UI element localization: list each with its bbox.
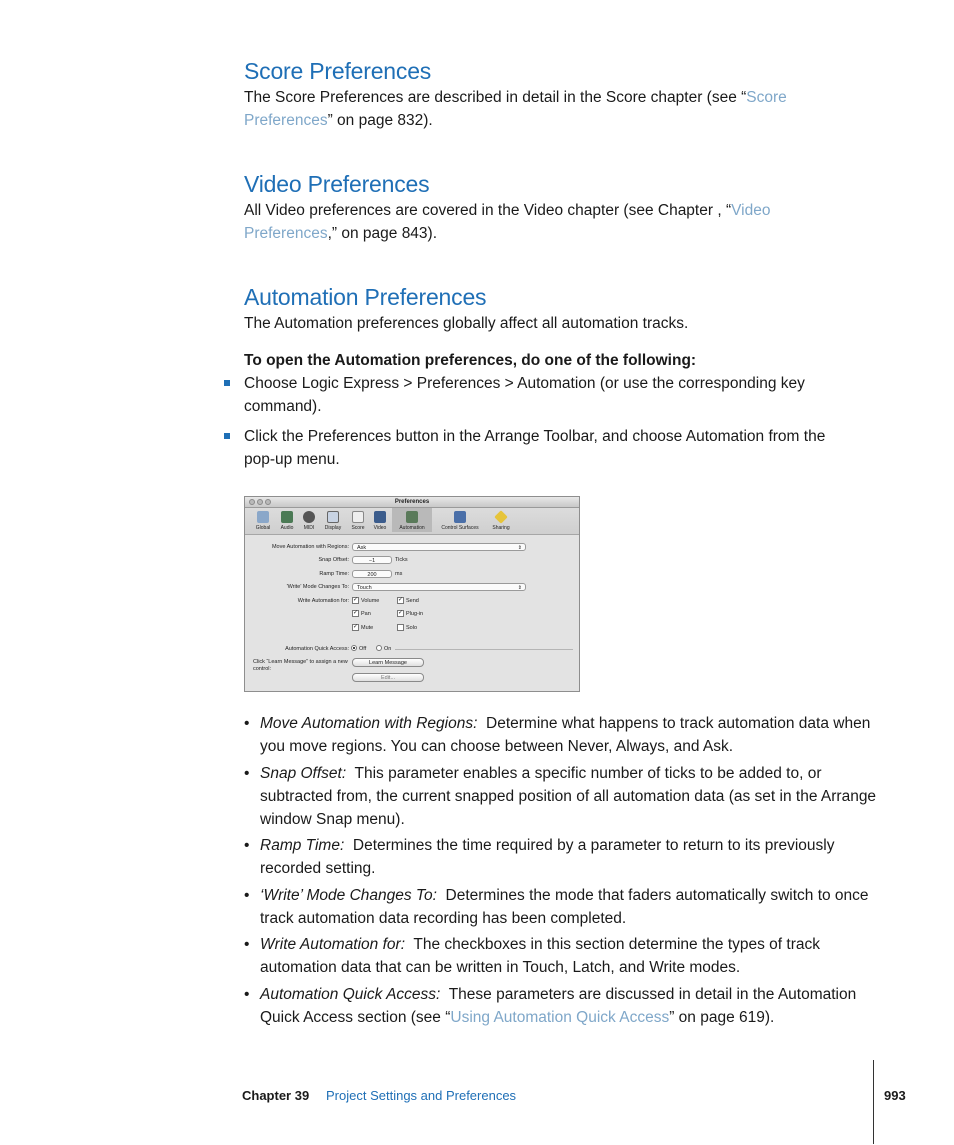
- description-item: • Move Automation with Regions: Determine what happens to track automation data when you move regions. You can choose between Never, Always, and Ask.: [244, 715, 871, 755]
- score-preferences-text: The Score Preferences are described in detail in the Score chapter (see “Score Preferences” on page 832).: [244, 89, 787, 129]
- bullet-item: Choose Logic Express > Preferences > Automation (or use the corresponding key command).: [244, 375, 805, 415]
- score-preferences-link[interactable]: Score Preferences: [244, 89, 787, 129]
- solo-label: Solo: [406, 625, 418, 631]
- ramp-time-field[interactable]: 200: [352, 570, 392, 578]
- snap-offset-label: Snap Offset:: [318, 557, 349, 563]
- description-item: • Snap Offset: This parameter enables a specific number of ticks to be added to, or subtracted from, the current snapped position of all automation data (as set in the Arrange window Snap menu).: [244, 765, 877, 828]
- score-icon: [352, 511, 364, 523]
- bullet-marker: [224, 380, 230, 386]
- ramp-time-unit: ms: [395, 571, 403, 577]
- move-automation-popup[interactable]: Ask ⇕: [352, 543, 526, 551]
- tab-display[interactable]: Display: [320, 510, 346, 531]
- zoom-button-icon[interactable]: [265, 499, 271, 505]
- volume-checkbox[interactable]: ✓: [353, 597, 359, 603]
- heading-video-preferences: Video Preferences: [244, 171, 430, 197]
- volume-label: Volume: [361, 598, 380, 604]
- window-titlebar: [245, 497, 579, 508]
- preferences-window-screenshot: [244, 496, 580, 692]
- video-preferences-link[interactable]: Video Preferences: [244, 202, 771, 242]
- pan-checkbox[interactable]: ✓: [353, 610, 359, 616]
- popup-arrows-icon: ⇕: [517, 545, 522, 551]
- audio-icon: [281, 511, 293, 523]
- write-mode-label: 'Write' Mode Changes To:: [286, 584, 349, 590]
- automation-icon: [406, 511, 418, 523]
- task-heading: To open the Automation preferences, do one of the following:: [244, 352, 697, 369]
- description-item: • Ramp Time: Determines the time required by a parameter to return to its previously recorded setting.: [244, 837, 835, 877]
- tab-midi[interactable]: MIDI: [299, 510, 319, 531]
- heading-score-preferences: Score Preferences: [244, 58, 432, 84]
- snap-offset-unit: Ticks: [395, 557, 408, 563]
- control-surfaces-icon: [454, 511, 466, 523]
- close-button-icon[interactable]: [249, 499, 255, 505]
- description-item: • Automation Quick Access: These parameters are discussed in detail in the Automation Quick Access section (see “Using Automation Quick Access” on page 619).: [244, 986, 857, 1026]
- ramp-time-label: Ramp Time:: [319, 571, 349, 577]
- off-label: Off: [359, 646, 367, 652]
- preferences-toolbar: [245, 508, 579, 535]
- bullet-item: Click the Preferences button in the Arrange Toolbar, and choose Automation from the pop-up menu.: [244, 428, 826, 468]
- tab-sharing[interactable]: Sharing: [488, 510, 514, 531]
- footer-divider: [873, 1060, 874, 1144]
- window-title: Preferences: [394, 499, 430, 505]
- learn-message-hint: Click “Learn Message” to assign a new control:: [253, 659, 348, 672]
- footer-chapter: Chapter 39: [242, 1088, 310, 1103]
- automation-quick-access-link[interactable]: Using Automation Quick Access: [450, 1009, 670, 1026]
- video-icon: [374, 511, 386, 523]
- edit-button[interactable]: Edit...: [352, 673, 424, 682]
- send-checkbox[interactable]: ✓: [398, 597, 404, 603]
- automation-intro: The Automation preferences globally affect all automation tracks.: [244, 315, 689, 332]
- global-icon: [257, 511, 269, 523]
- tab-automation[interactable]: Automation: [392, 508, 432, 532]
- display-icon: [327, 511, 339, 523]
- mute-label: Mute: [361, 625, 374, 631]
- learn-message-button[interactable]: Learn Message: [352, 658, 424, 667]
- quick-access-label: Automation Quick Access:: [285, 646, 349, 652]
- plug-in-checkbox[interactable]: ✓: [398, 610, 404, 616]
- tab-video[interactable]: Video: [370, 510, 390, 531]
- solo-checkbox[interactable]: [397, 624, 404, 631]
- bullet-marker: [224, 433, 230, 439]
- on-label: On: [384, 646, 392, 652]
- send-label: Send: [406, 598, 419, 604]
- write-automation-for-label: Write Automation for:: [297, 598, 349, 604]
- mute-checkbox[interactable]: ✓: [353, 624, 359, 630]
- quick-access-off-radio[interactable]: [351, 645, 357, 651]
- write-mode-popup[interactable]: Touch ⇕: [352, 583, 526, 591]
- tab-audio[interactable]: Audio: [277, 510, 297, 531]
- snap-offset-field[interactable]: −1: [352, 556, 392, 564]
- description-item: • ‘Write’ Mode Changes To: Determines the mode that faders automatically switch to once track automation data recording has been completed.: [244, 887, 869, 927]
- footer-chapter-title[interactable]: Project Settings and Preferences: [326, 1088, 517, 1103]
- heading-automation-preferences: Automation Preferences: [244, 284, 487, 310]
- description-item: • Write Automation for: The checkboxes in this section determine the types of track automation data that can be written in Touch, Latch, and Write modes.: [244, 936, 821, 976]
- tab-global[interactable]: Global: [251, 510, 275, 531]
- pan-label: Pan: [361, 611, 371, 617]
- separator-line: [395, 649, 573, 650]
- video-preferences-text: All Video preferences are covered in the Video chapter (see Chapter , “Video Preferences,” on page 843).: [244, 202, 771, 242]
- tab-control-surfaces[interactable]: Control Surfaces: [434, 510, 486, 531]
- popup-arrows-icon: ⇕: [517, 585, 522, 591]
- move-automation-label: Move Automation with Regions:: [271, 544, 349, 550]
- minimize-button-icon[interactable]: [257, 499, 263, 505]
- page-number: 993: [884, 1088, 906, 1103]
- sharing-icon: [494, 510, 508, 524]
- midi-icon: [303, 511, 315, 523]
- quick-access-on-radio[interactable]: [376, 645, 382, 651]
- plug-in-label: Plug-in: [406, 611, 424, 617]
- tab-score[interactable]: Score: [347, 510, 369, 531]
